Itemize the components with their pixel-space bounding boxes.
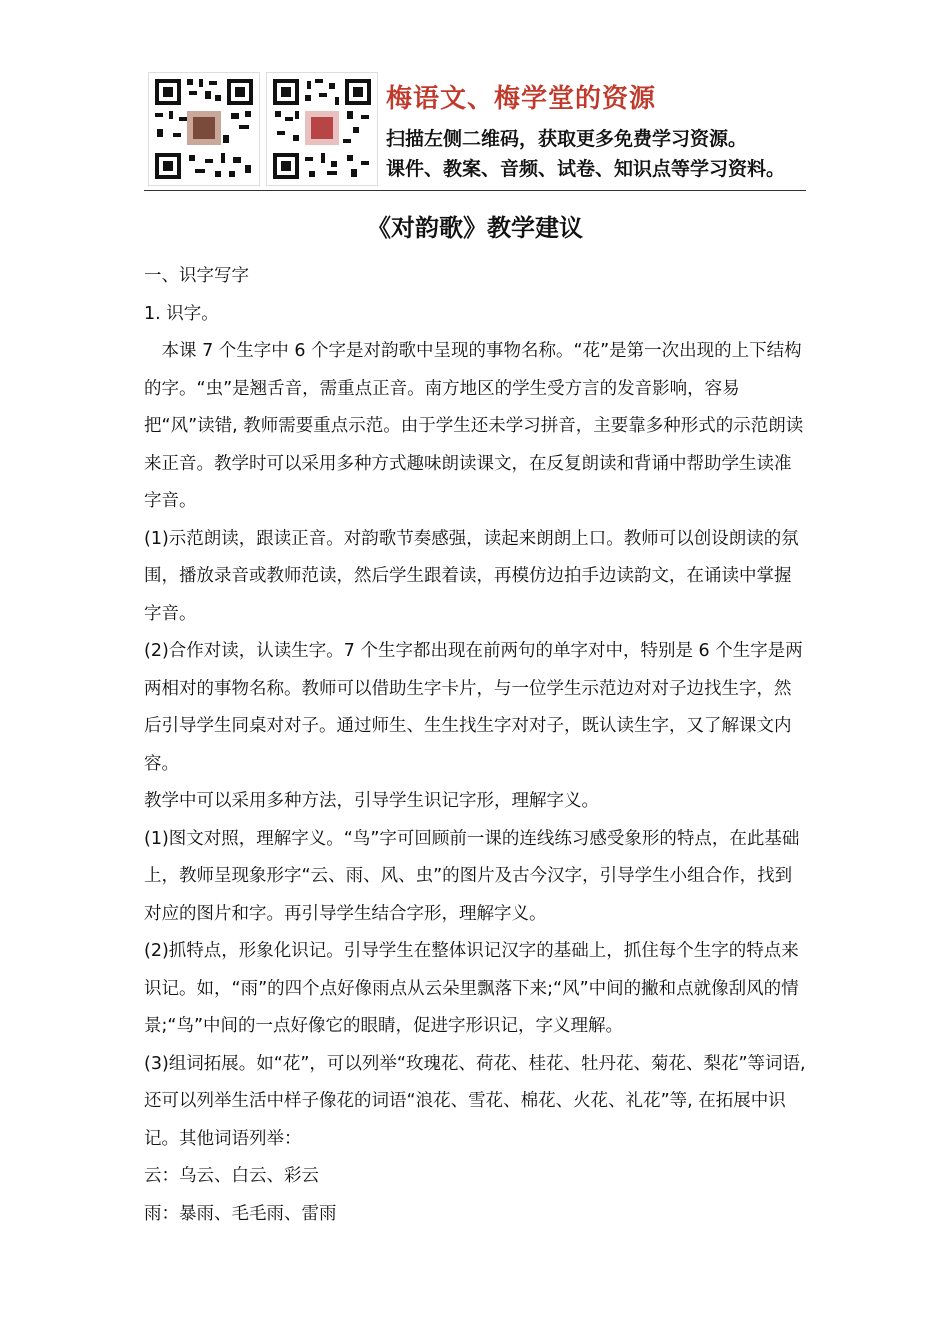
word-list-item: 云：乌云、白云、彩云 xyxy=(144,1166,319,1186)
paragraph: (1)示范朗读，跟读正音。对韵歌节奏感强，读起来朗朗上口。教师可以创设朗读的氛围，播放录音或教师范读，然后学生跟着读，再模仿边拍手边读韵文，在诵读中掌握字音。 xyxy=(144,528,799,624)
document-body xyxy=(144,258,808,1233)
document-title: 《对韵歌》教学建议 xyxy=(367,214,583,242)
header-banner xyxy=(148,72,806,190)
qr-code-1 xyxy=(148,72,260,186)
header-divider xyxy=(144,190,806,191)
paragraph: (3)组词拓展。如“花”，可以列举“玫瑰花、荷花、桂花、牡丹花、菊花、梨花”等词语, 还可以列举生活中样子像花的词语“浪花、雪花、棉花、火花、礼花”等, 在拓展中识记。其他词语列举： xyxy=(144,1053,806,1149)
word-list-item: 雨：暴雨、毛毛雨、雷雨 xyxy=(144,1203,337,1224)
qr-code-2 xyxy=(266,72,378,186)
paragraph: (2)抓特点，形象化识记。引导学生在整体识记汉字的基础上，抓住每个生字的特点来识记。如，“雨”的四个点好像雨点从云朵里飘落下来;“风”中间的撇和点就像刮风的情景;“鸟”中间的一点好像它的眼睛，促进字形识记，字义理解。 xyxy=(144,941,799,1036)
paragraph: 教学中可以采用多种方法，引导学生识记字形，理解字义。 xyxy=(144,791,599,811)
subheading: 1. 识字。 xyxy=(144,303,219,324)
promo-line-1: 扫描左侧二维码，获取更多免费学习资源。 xyxy=(386,128,748,150)
brand-title: 梅语文、梅学堂的资源 xyxy=(386,84,657,114)
section-heading: 一、识字写字 xyxy=(144,266,249,286)
paragraph: (2)合作对读，认读生字。7 个生字都出现在前两句的单字对中，特别是 6 个生字是两两相对的事物名称。教师可以借助生字卡片，与一位学生示范边对对子边找生字，然后引导学生同桌对对子。通过师生、生生找生字对对子，既认读生字，又了解课文内容。 xyxy=(144,641,803,774)
paragraph: (1)图文对照，理解字义。“鸟”字可回顾前一课的连线练习感受象形的特点，在此基础上，教师呈现象形字“云、雨、风、虫”的图片及古今汉字，引导学生小组合作，找到对应的图片和字。再引导学生结合字形，理解字义。 xyxy=(144,828,800,924)
paragraph: 本课 7 个生字中 6 个字是对韵歌中呈现的事物名称。“花”是第一次出现的上下结构的字。“虫”是翘舌音，需重点正音。南方地区的学生受方言的发音影响，容易把“风”读错, 教师需要重点示范。由于学生还未学习拼音，主要靠多种形式的示范朗读来正音。教学时可以采用多种方式趣味朗读课文，在反复朗读和背诵中帮助学生读准字音。 xyxy=(144,341,804,511)
promo-line-2: 课件、教案、音频、试卷、知识点等学习资料。 xyxy=(386,158,786,180)
